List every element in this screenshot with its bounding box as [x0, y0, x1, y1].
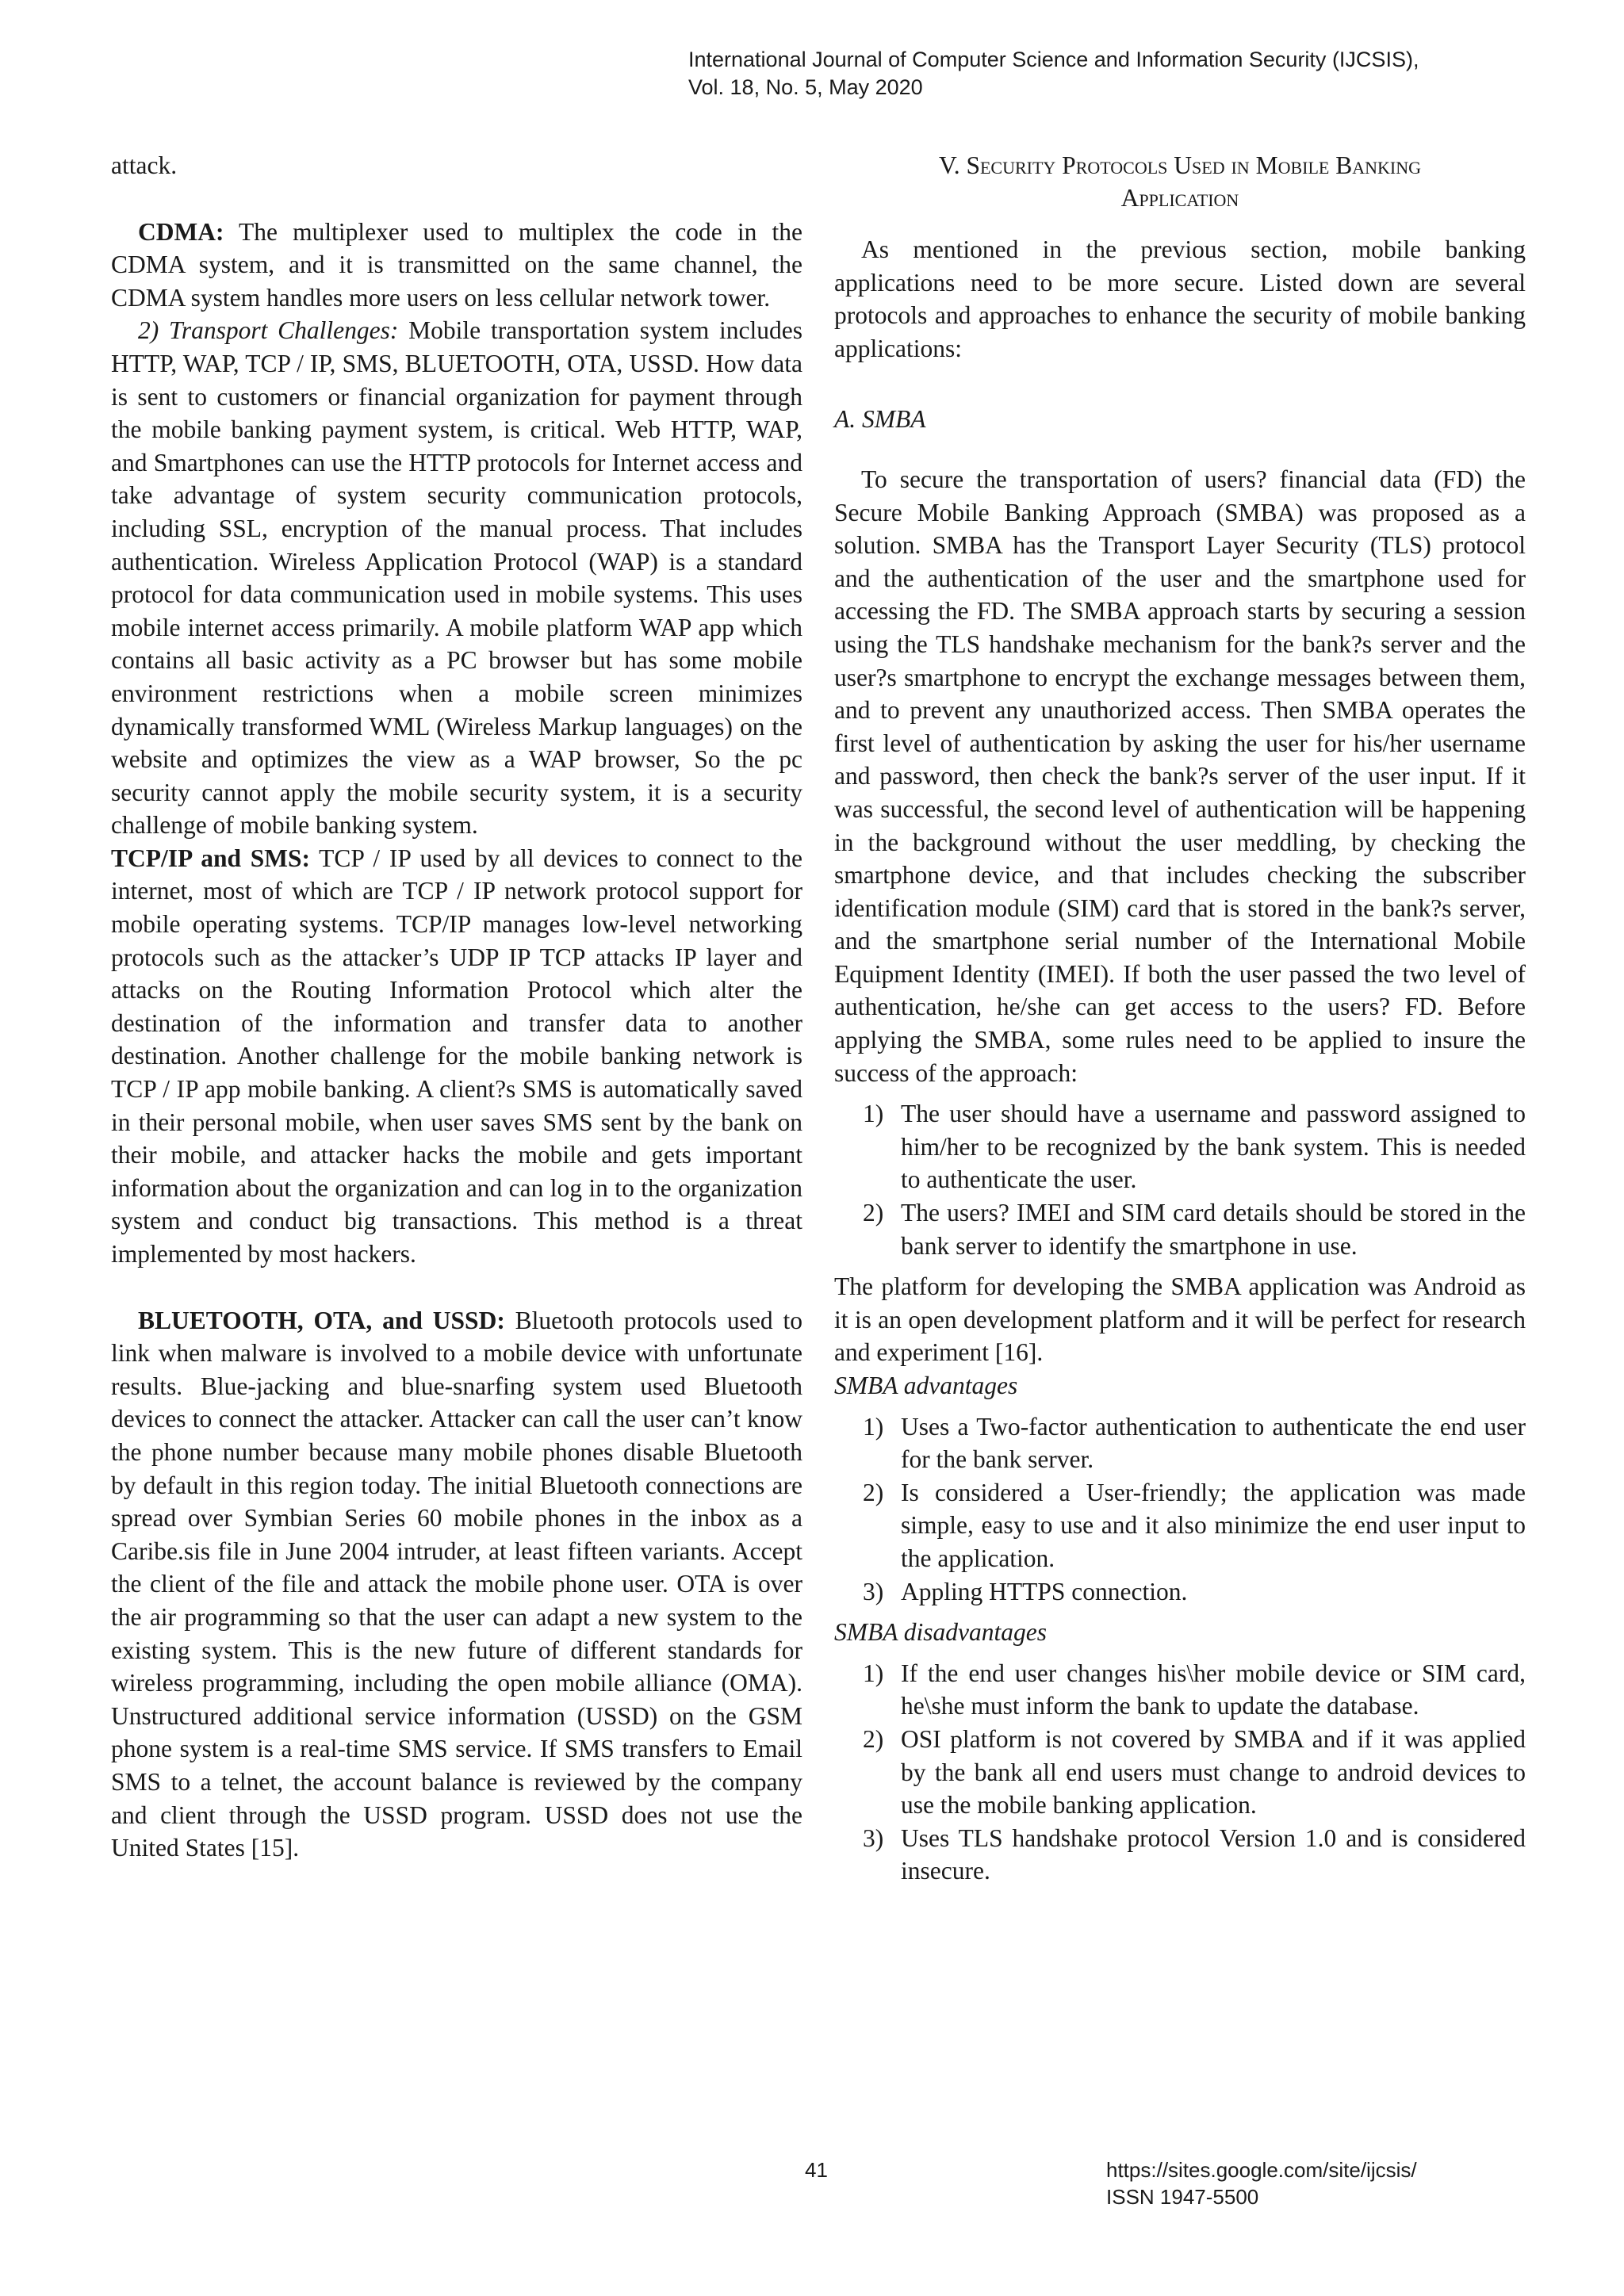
list-number: 3) [863, 1823, 884, 1852]
list-text: The user should have a username and password assigned to him/her to be recognized by the bank system. This is needed to authenticate the user. [901, 1100, 1526, 1194]
list-item [834, 1657, 1526, 1723]
advantages-heading: SMBA advantages [834, 1372, 1018, 1399]
issn: ISSN 1947-5500 [1106, 2185, 1259, 2209]
list-item [834, 1476, 1526, 1575]
list-number: 2) [863, 1199, 884, 1227]
right-column [834, 149, 1526, 1896]
cdma-label: CDMA: [138, 217, 224, 246]
smba-paragraph: To secure the transportation of users? financial data (FD) the Secure Mobile Banking Approach (SMBA) was proposed as a solution. SMBA has the Transport Layer Security (TLS) protocol and the authentication of the user and the smartphone used for accessing the FD. The SMBA approach starts by securing a session using the TLS handshake mechanism for the bank?s server and the user?s smartphone to encrypt the exchange messages between them, and to prevent any unauthorized access. Then SMBA operates the first level of authentication by asking the user for his/her username and password, then check the bank?s server of the user input. If it was successful, the second level of authentication will be happening in the background without the user meddling, by checking the smartphone device, and that includes checking the subscriber identification module (SIM) card that is stored in the bank?s server, and the smartphone serial number of the International Mobile Equipment Identity (IMEI). If both the user passed the two level of authentication, he/she can get access to the users? FD. Before applying the SMBA, some rules need to be applied to insure the success of the approach: [834, 465, 1526, 1087]
list-number: 1) [863, 1100, 884, 1128]
tcp-paragraph [111, 842, 802, 1271]
journal-volume: Vol. 18, No. 5, May 2020 [688, 75, 923, 99]
platform-paragraph: The platform for developing the SMBA application was Android as it is an open development platform and it will be perfect for research and experiment [16]. [834, 1272, 1526, 1367]
left-column [111, 149, 802, 1865]
list-text: Uses TLS handshake protocol Version 1.0 and is considered insecure. [901, 1823, 1526, 1885]
list-item [834, 1575, 1526, 1609]
list-item [834, 1410, 1526, 1476]
cdma-text: The multiplexer used to multiplex the code in the CDMA system, and it is transmitted on the same channel, the CDMA system handles more users on less cellular network tower. [111, 217, 802, 312]
tcp-label: TCP/IP and SMS: [111, 844, 310, 872]
page-number: 41 [805, 2158, 828, 2182]
list-item [834, 1097, 1526, 1196]
list-text: Uses a Two-factor authentication to authenticate the end user for the bank server. [901, 1412, 1526, 1474]
list-number: 2) [863, 1478, 884, 1506]
bluetooth-label: BLUETOOTH, OTA, and USSD: [138, 1306, 505, 1334]
bluetooth-text: Bluetooth protocols used to link when malware is involved to a mobile device with unfortunate results. Blue-jacking and blue-snarfing system used Bluetooth devices to connect the attacker. Attacker can call the user can’t know the phone number because many mobile phones disable Bluetooth by default in this region today. The initial Bluetooth connections are spread over Symbian Series 60 mobile phones in the inbox as a Caribe.sis file in June 2004 intruder, at least fifteen variants. Accept the client of the file and attack the mobile phone user. OTA is over the air programming so that the user can adapt a new system to the existing system. This is the new future of different standards for wireless programming, including the open mobile alliance (OMA). Unstructured additional service information (USSD) on the GSM phone system is a real-time SMS service. If SMS transfers to Email SMS to a telnet, the account balance is reviewed by the company and client through the USSD program. USSD does not use the United States [15]. [111, 1306, 802, 1862]
cdma-paragraph [111, 216, 802, 315]
tcp-text: TCP / IP used by all devices to connect to the internet, most of which are TCP / IP network protocol support for mobile operating systems. TCP/IP manages low-level networking protocols such as the attacker’s UDP IP TCP attacks IP layer and attacks on the Routing Information Protocol which alter the destination of the information and transfer data to another destination. Another challenge for the mobile banking network is TCP / IP app mobile banking. A client?s SMS is automatically saved in their personal mobile, when user saves SMS sent by the bank on their mobile, and attacker hacks the mobile and gets important information about the organization and can log in to the organization system and conduct big transactions. This method is a threat implemented by most hackers. [111, 844, 803, 1268]
list-text: The users? IMEI and SIM card details should be stored in the bank server to identify the smartphone in use. [901, 1199, 1526, 1260]
advantages-list [834, 1410, 1526, 1609]
journal-title: International Journal of Computer Science and Information Security (IJCSIS), [688, 48, 1419, 71]
footer-info [1106, 2156, 1417, 2210]
section-heading [834, 149, 1526, 214]
list-number: 1) [863, 1659, 884, 1687]
list-number: 1) [863, 1412, 884, 1441]
list-text: Appling HTTPS connection. [901, 1577, 1188, 1605]
disadvantages-heading: SMBA disadvantages [834, 1618, 1048, 1647]
section-title-line2: Application [1120, 184, 1239, 212]
list-item [834, 1196, 1526, 1262]
section-title-line1: Security Protocols Used in Mobile Banking [966, 151, 1421, 179]
list-item [834, 1723, 1526, 1822]
continuation-text: attack. [111, 151, 178, 179]
subsection-heading: A. SMBA [834, 405, 926, 434]
rules-list [834, 1097, 1526, 1262]
journal-url: https://sites.google.com/site/ijcsis/ [1106, 2158, 1417, 2182]
list-text: If the end user changes his\her mobile device or SIM card, he\she must inform the bank to update the database. [901, 1659, 1526, 1720]
transport-paragraph [111, 314, 802, 842]
list-text: OSI platform is not covered by SMBA and if it was applied by the bank all end users must change to android devices to use the mobile banking application. [901, 1724, 1526, 1820]
transport-label: 2) Transport Challenges: [138, 316, 399, 345]
bluetooth-paragraph [111, 1304, 802, 1865]
list-number: 3) [863, 1577, 884, 1605]
list-text: Is considered a User-friendly; the application was made simple, easy to use and it also minimize the end user input to the application. [901, 1478, 1526, 1572]
list-number: 2) [863, 1724, 884, 1753]
transport-text: Mobile transportation system includes HTTP, WAP, TCP / IP, SMS, BLUETOOTH, OTA, USSD. How data is sent to customers or financial organization for payment through the mobile banking payment system, is critical. Web HTTP, WAP, and Smartphones can use the HTTP protocols for Internet access and take advantage of system security communication protocols, including SSL, encryption of the manual process. That includes authentication. Wireless Application Protocol (WAP) is a standard protocol for data communication used in mobile systems. This uses mobile internet access primarily. A mobile platform WAP app which contains all basic activity as a PC browser but has some mobile environment restrictions when a mobile screen minimizes dynamically transformed WML (Wireless Markup languages) on the website and optimizes the view as a WAP browser, So the pc security cannot apply the mobile security system, it is a security challenge of mobile banking system. [111, 316, 802, 840]
section-intro: As mentioned in the previous section, mobile banking applications need to be more secure. Listed down are several protocols and approaches to enhance the security of mobile banking applications: [834, 235, 1526, 362]
section-number: V. [939, 151, 960, 179]
list-item [834, 1822, 1526, 1888]
disadvantages-list [834, 1657, 1526, 1888]
running-header [688, 46, 1561, 101]
